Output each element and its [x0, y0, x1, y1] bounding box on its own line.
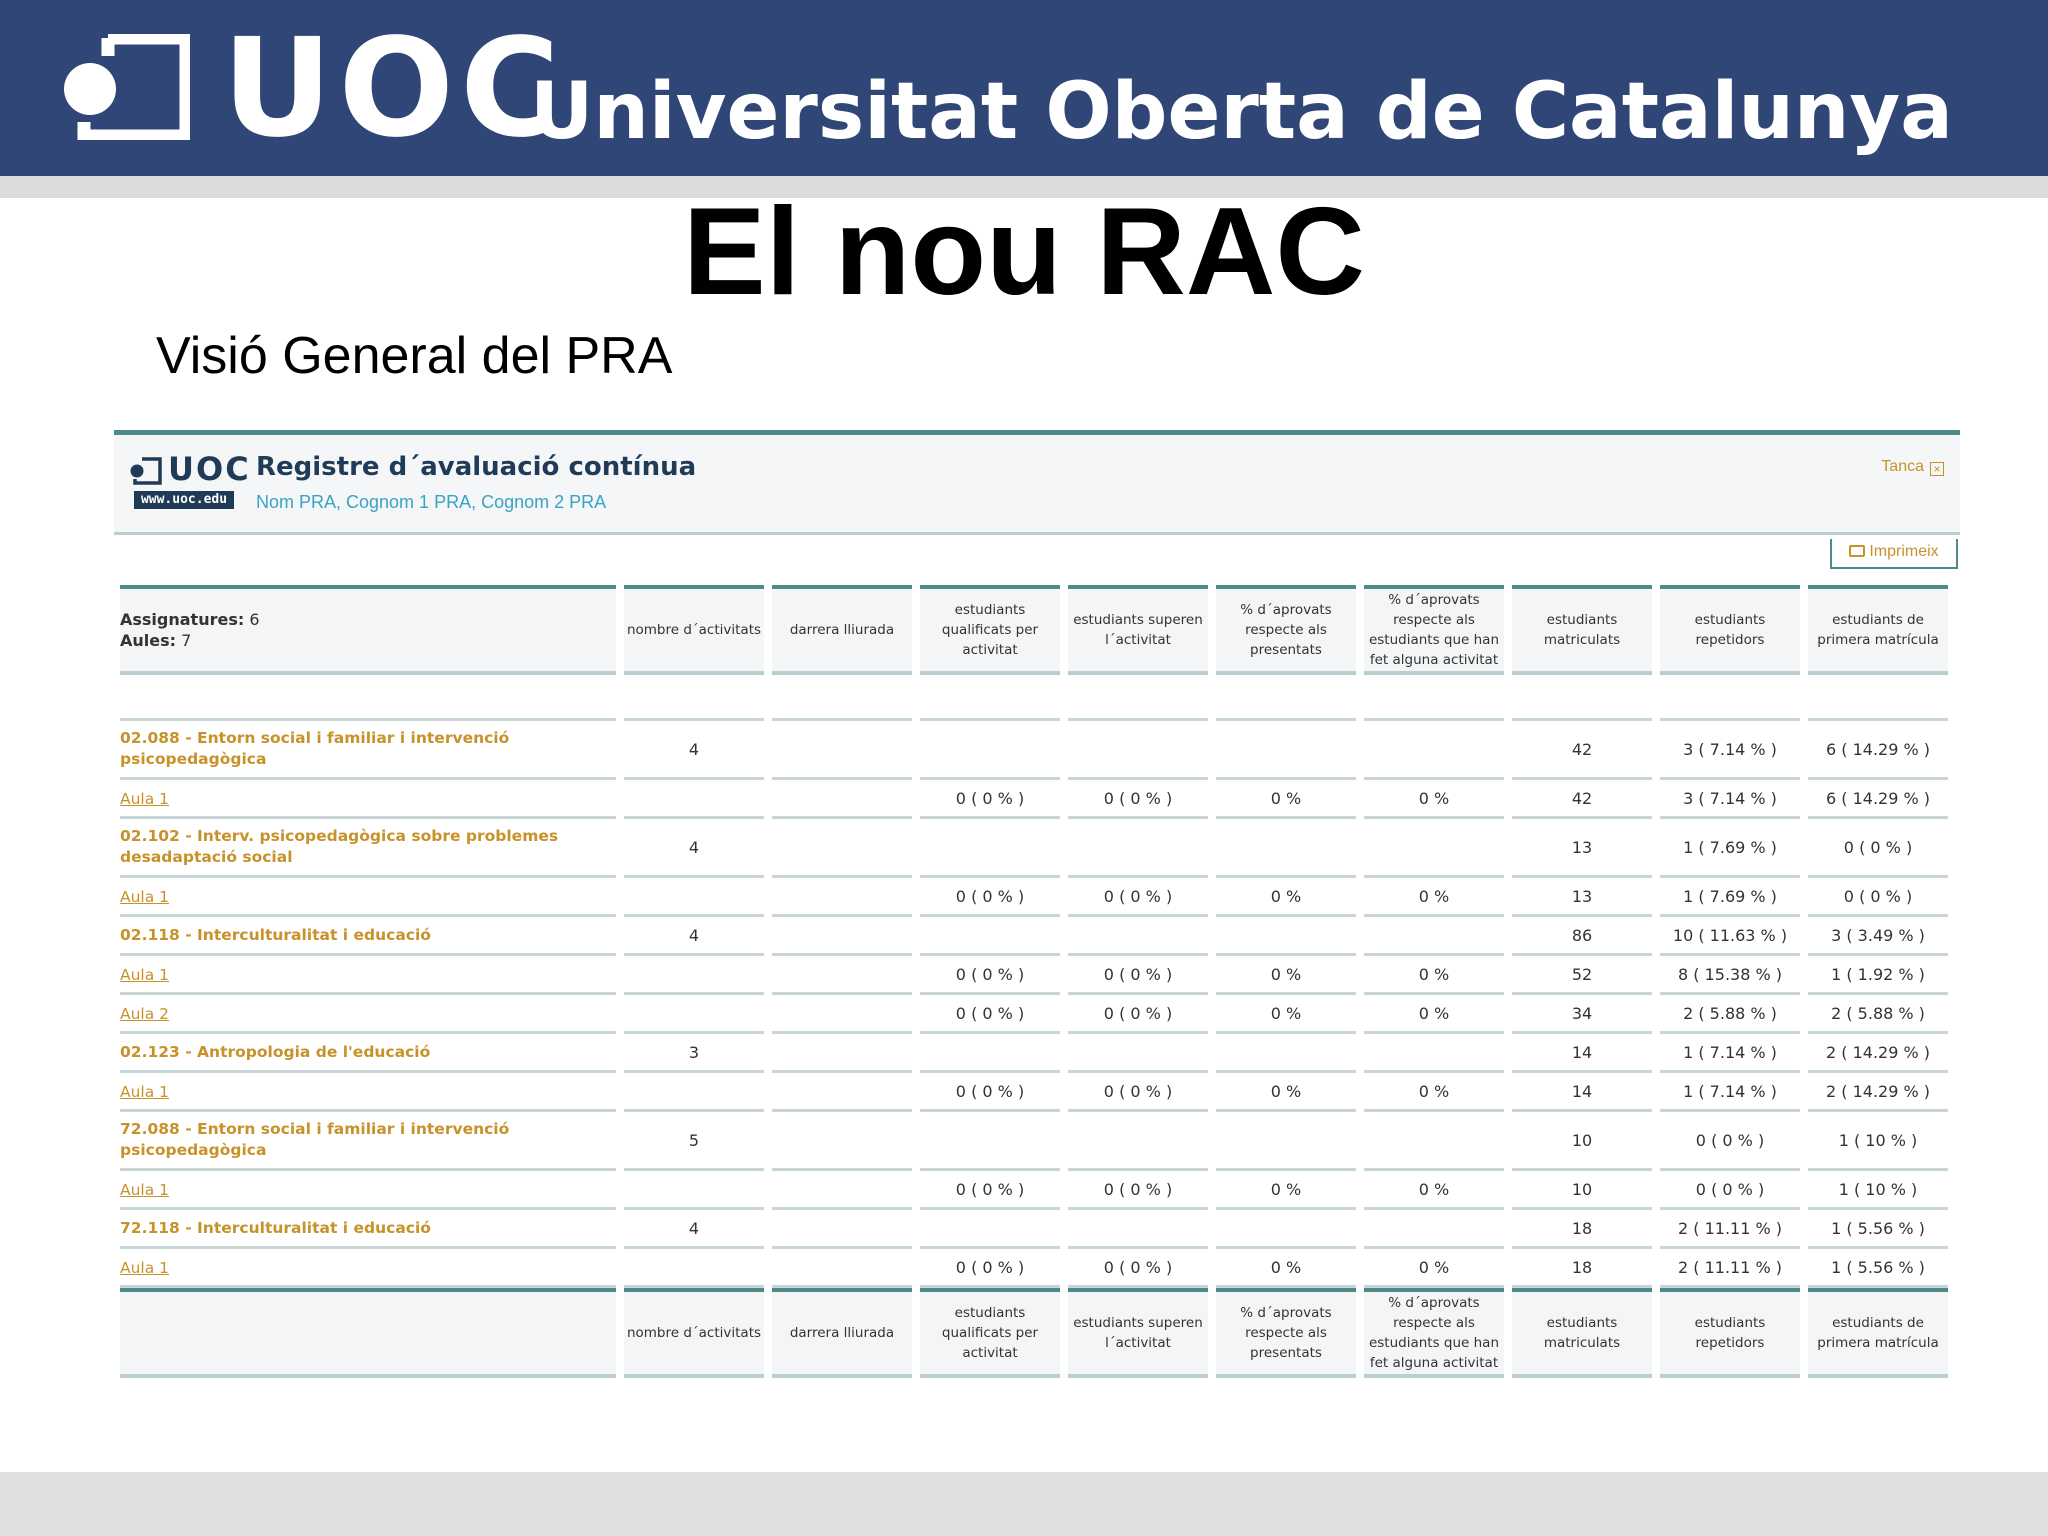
course-name: 02.102 - Interv. psicopedagògica sobre problemes desadaptació social — [120, 827, 559, 866]
pct-active-cell — [1364, 1112, 1504, 1171]
course-row — [120, 721, 1948, 780]
classroom-row — [120, 878, 1948, 917]
last-delivered-cell — [772, 1073, 912, 1112]
pct-presented-cell — [1216, 1034, 1356, 1073]
row-name-cell — [120, 1171, 616, 1210]
uoc-small-logo-icon — [130, 457, 162, 485]
rac-table — [112, 585, 1956, 1378]
pct-active-cell: 0 % — [1364, 780, 1504, 819]
close-label: Tanca — [1881, 458, 1924, 475]
column-footer: estudiants matriculats — [1512, 1288, 1652, 1378]
enrolled-cell: 13 — [1512, 819, 1652, 878]
pct-presented-cell: 0 % — [1216, 995, 1356, 1034]
graded-cell — [920, 917, 1060, 956]
pct-presented-cell: 0 % — [1216, 1073, 1356, 1112]
enrolled-cell: 42 — [1512, 721, 1652, 780]
passed-cell: 0 ( 0 % ) — [1068, 1249, 1208, 1288]
enrolled-cell: 13 — [1512, 878, 1652, 917]
activities-cell — [624, 995, 764, 1034]
course-name: 72.118 - Interculturalitat i educació — [120, 1218, 431, 1237]
activities-cell: 5 — [624, 1112, 764, 1171]
passed-cell: 0 ( 0 % ) — [1068, 780, 1208, 819]
table-footer-row — [120, 1288, 1948, 1378]
classroom-link[interactable]: Aula 1 — [120, 1258, 170, 1277]
repeaters-cell: 2 ( 11.11 % ) — [1660, 1249, 1800, 1288]
printer-icon — [1849, 545, 1865, 557]
activities-cell — [624, 1249, 764, 1288]
print-button[interactable] — [1830, 539, 1958, 569]
graded-cell — [920, 1112, 1060, 1171]
pct-presented-cell — [1216, 1210, 1356, 1249]
first-enrolment-cell: 3 ( 3.49 % ) — [1808, 917, 1948, 956]
passed-cell — [1068, 1210, 1208, 1249]
classroom-link[interactable]: Aula 1 — [120, 965, 170, 984]
uoc-url-badge: www.uoc.edu — [134, 491, 234, 509]
uoc-logo-text: UOC — [222, 10, 566, 168]
last-delivered-cell — [772, 1034, 912, 1073]
row-name-cell — [120, 1249, 616, 1288]
course-name: 02.118 - Interculturalitat i educació — [120, 925, 431, 944]
course-row — [120, 1034, 1948, 1073]
column-footer: estudiants superen l´activitat — [1068, 1288, 1208, 1378]
row-name-cell — [120, 1112, 616, 1171]
pct-active-cell — [1364, 917, 1504, 956]
last-delivered-cell — [772, 1112, 912, 1171]
activities-cell — [624, 780, 764, 819]
app-title: Registre d´avaluació contínua — [256, 452, 697, 482]
graded-cell: 0 ( 0 % ) — [920, 995, 1060, 1034]
subjects-count: 6 — [249, 610, 260, 629]
last-delivered-cell — [772, 721, 912, 780]
pct-active-cell: 0 % — [1364, 878, 1504, 917]
repeaters-cell: 10 ( 11.63 % ) — [1660, 917, 1800, 956]
subjects-label: Assignatures: — [120, 610, 245, 629]
classrooms-count: 7 — [181, 631, 192, 650]
first-enrolment-cell: 1 ( 5.56 % ) — [1808, 1249, 1948, 1288]
course-name: 72.088 - Entorn social i familiar i intervenció psicopedagògica — [120, 1120, 510, 1159]
column-header: estudiants matriculats — [1512, 585, 1652, 675]
repeaters-cell: 1 ( 7.69 % ) — [1660, 878, 1800, 917]
repeaters-cell: 0 ( 0 % ) — [1660, 1112, 1800, 1171]
pct-active-cell — [1364, 721, 1504, 780]
graded-cell: 0 ( 0 % ) — [920, 956, 1060, 995]
column-footer: nombre d´activitats — [624, 1288, 764, 1378]
enrolled-cell: 86 — [1512, 917, 1652, 956]
last-delivered-cell — [772, 878, 912, 917]
classroom-row — [120, 780, 1948, 819]
pct-active-cell: 0 % — [1364, 995, 1504, 1034]
last-delivered-cell — [772, 956, 912, 995]
activities-cell — [624, 878, 764, 917]
first-enrolment-cell: 1 ( 5.56 % ) — [1808, 1210, 1948, 1249]
last-delivered-cell — [772, 819, 912, 878]
repeaters-cell: 1 ( 7.14 % ) — [1660, 1073, 1800, 1112]
classroom-link[interactable]: Aula 2 — [120, 1004, 170, 1023]
column-footer: estudiants qualificats per activitat — [920, 1288, 1060, 1378]
row-name-cell — [120, 917, 616, 956]
rac-window — [114, 430, 1960, 1430]
graded-cell — [920, 721, 1060, 780]
row-name-cell — [120, 878, 616, 917]
summary-cell — [120, 585, 616, 675]
activities-cell: 3 — [624, 1034, 764, 1073]
first-enrolment-cell: 2 ( 14.29 % ) — [1808, 1034, 1948, 1073]
row-name-cell — [120, 780, 616, 819]
course-row — [120, 917, 1948, 956]
graded-cell: 0 ( 0 % ) — [920, 1073, 1060, 1112]
pct-presented-cell — [1216, 1112, 1356, 1171]
slide-subtitle: Visió General del PRA — [156, 327, 673, 385]
activities-cell: 4 — [624, 819, 764, 878]
enrolled-cell: 52 — [1512, 956, 1652, 995]
pct-active-cell: 0 % — [1364, 956, 1504, 995]
activities-cell: 4 — [624, 721, 764, 780]
graded-cell: 0 ( 0 % ) — [920, 780, 1060, 819]
first-enrolment-cell: 2 ( 5.88 % ) — [1808, 995, 1948, 1034]
passed-cell: 0 ( 0 % ) — [1068, 1073, 1208, 1112]
last-delivered-cell — [772, 1249, 912, 1288]
row-name-cell — [120, 1210, 616, 1249]
passed-cell: 0 ( 0 % ) — [1068, 1171, 1208, 1210]
enrolled-cell: 34 — [1512, 995, 1652, 1034]
graded-cell: 0 ( 0 % ) — [920, 878, 1060, 917]
enrolled-cell: 14 — [1512, 1073, 1652, 1112]
activities-cell — [624, 1171, 764, 1210]
first-enrolment-cell: 1 ( 10 % ) — [1808, 1171, 1948, 1210]
passed-cell — [1068, 1034, 1208, 1073]
column-footer: darrera lliurada — [772, 1288, 912, 1378]
last-delivered-cell — [772, 995, 912, 1034]
first-enrolment-cell: 6 ( 14.29 % ) — [1808, 721, 1948, 780]
enrolled-cell: 10 — [1512, 1112, 1652, 1171]
classroom-row — [120, 1249, 1948, 1288]
first-enrolment-cell: 0 ( 0 % ) — [1808, 819, 1948, 878]
first-enrolment-cell: 2 ( 14.29 % ) — [1808, 1073, 1948, 1112]
column-header: estudiants superen l´activitat — [1068, 585, 1208, 675]
enrolled-cell: 42 — [1512, 780, 1652, 819]
course-row — [120, 819, 1948, 878]
repeaters-cell: 0 ( 0 % ) — [1660, 1171, 1800, 1210]
enrolled-cell: 10 — [1512, 1171, 1652, 1210]
last-delivered-cell — [772, 917, 912, 956]
pct-active-cell — [1364, 1034, 1504, 1073]
course-row — [120, 1210, 1948, 1249]
pct-presented-cell: 0 % — [1216, 878, 1356, 917]
classroom-row — [120, 1171, 1948, 1210]
classrooms-label: Aules: — [120, 631, 177, 650]
activities-cell: 4 — [624, 917, 764, 956]
passed-cell: 0 ( 0 % ) — [1068, 878, 1208, 917]
graded-cell — [920, 1210, 1060, 1249]
pct-presented-cell: 0 % — [1216, 1171, 1356, 1210]
graded-cell: 0 ( 0 % ) — [920, 1249, 1060, 1288]
footer-summary-cell — [120, 1288, 616, 1378]
graded-cell — [920, 1034, 1060, 1073]
passed-cell — [1068, 819, 1208, 878]
print-label: Imprimeix — [1869, 543, 1939, 560]
passed-cell: 0 ( 0 % ) — [1068, 956, 1208, 995]
course-name: 02.088 - Entorn social i familiar i intervenció psicopedagògica — [120, 729, 510, 768]
last-delivered-cell — [772, 1171, 912, 1210]
first-enrolment-cell: 0 ( 0 % ) — [1808, 878, 1948, 917]
enrolled-cell: 14 — [1512, 1034, 1652, 1073]
rac-header — [114, 435, 1960, 535]
pct-presented-cell: 0 % — [1216, 1249, 1356, 1288]
column-header: nombre d´activitats — [624, 585, 764, 675]
pct-active-cell: 0 % — [1364, 1249, 1504, 1288]
classroom-link[interactable]: Aula 1 — [120, 789, 170, 808]
user-name: Nom PRA, Cognom 1 PRA, Cognom 2 PRA — [256, 492, 607, 512]
column-footer: % d´aprovats respecte als estudiants que han fet alguna activitat — [1364, 1288, 1504, 1378]
pct-presented-cell: 0 % — [1216, 956, 1356, 995]
table-header-row — [120, 585, 1948, 675]
close-icon: × — [1930, 462, 1944, 476]
university-name: Universitat Oberta de Catalunya — [530, 67, 1953, 157]
pct-active-cell: 0 % — [1364, 1171, 1504, 1210]
first-enrolment-cell: 1 ( 1.92 % ) — [1808, 956, 1948, 995]
pct-active-cell — [1364, 819, 1504, 878]
uoc-logo-icon — [62, 34, 190, 140]
last-delivered-cell — [772, 780, 912, 819]
row-name-cell — [120, 995, 616, 1034]
passed-cell — [1068, 917, 1208, 956]
row-name-cell — [120, 956, 616, 995]
classroom-row — [120, 1073, 1948, 1112]
uoc-banner — [0, 0, 2048, 176]
column-header: darrera lliurada — [772, 585, 912, 675]
graded-cell — [920, 819, 1060, 878]
repeaters-cell: 2 ( 11.11 % ) — [1660, 1210, 1800, 1249]
column-header: % d´aprovats respecte als presentats — [1216, 585, 1356, 675]
pct-active-cell: 0 % — [1364, 1073, 1504, 1112]
repeaters-cell: 3 ( 7.14 % ) — [1660, 780, 1800, 819]
slide-title: El nou RAC — [683, 183, 1365, 321]
first-enrolment-cell: 1 ( 10 % ) — [1808, 1112, 1948, 1171]
row-name-cell — [120, 1073, 616, 1112]
last-delivered-cell — [772, 1210, 912, 1249]
first-enrolment-cell: 6 ( 14.29 % ) — [1808, 780, 1948, 819]
slide-footer — [0, 1472, 2048, 1536]
column-footer: estudiants de primera matrícula — [1808, 1288, 1948, 1378]
activities-cell: 4 — [624, 1210, 764, 1249]
column-header: estudiants de primera matrícula — [1808, 585, 1948, 675]
classroom-link[interactable]: Aula 1 — [120, 1180, 170, 1199]
repeaters-cell: 1 ( 7.69 % ) — [1660, 819, 1800, 878]
column-footer: % d´aprovats respecte als presentats — [1216, 1288, 1356, 1378]
pct-presented-cell — [1216, 819, 1356, 878]
course-row — [120, 1112, 1948, 1171]
enrolled-cell: 18 — [1512, 1249, 1652, 1288]
repeaters-cell: 3 ( 7.14 % ) — [1660, 721, 1800, 780]
pct-presented-cell — [1216, 917, 1356, 956]
classroom-link[interactable]: Aula 1 — [120, 887, 170, 906]
classroom-row — [120, 995, 1948, 1034]
column-header: % d´aprovats respecte als estudiants que han fet alguna activitat — [1364, 585, 1504, 675]
row-name-cell — [120, 819, 616, 878]
row-name-cell — [120, 1034, 616, 1073]
close-button[interactable] — [1881, 457, 1944, 477]
repeaters-cell: 1 ( 7.14 % ) — [1660, 1034, 1800, 1073]
classroom-link[interactable]: Aula 1 — [120, 1082, 170, 1101]
pct-presented-cell: 0 % — [1216, 780, 1356, 819]
row-name-cell — [120, 721, 616, 780]
repeaters-cell: 2 ( 5.88 % ) — [1660, 995, 1800, 1034]
pct-active-cell — [1364, 1210, 1504, 1249]
graded-cell: 0 ( 0 % ) — [920, 1171, 1060, 1210]
column-header: estudiants qualificats per activitat — [920, 585, 1060, 675]
classroom-row — [120, 956, 1948, 995]
pct-presented-cell — [1216, 721, 1356, 780]
activities-cell — [624, 1073, 764, 1112]
uoc-small-logo-text: UOC — [168, 450, 251, 488]
passed-cell — [1068, 1112, 1208, 1171]
table-spacer-row — [120, 675, 1948, 721]
enrolled-cell: 18 — [1512, 1210, 1652, 1249]
passed-cell: 0 ( 0 % ) — [1068, 995, 1208, 1034]
column-header: estudiants repetidors — [1660, 585, 1800, 675]
column-footer: estudiants repetidors — [1660, 1288, 1800, 1378]
repeaters-cell: 8 ( 15.38 % ) — [1660, 956, 1800, 995]
activities-cell — [624, 956, 764, 995]
course-name: 02.123 - Antropologia de l'educació — [120, 1042, 431, 1061]
passed-cell — [1068, 721, 1208, 780]
